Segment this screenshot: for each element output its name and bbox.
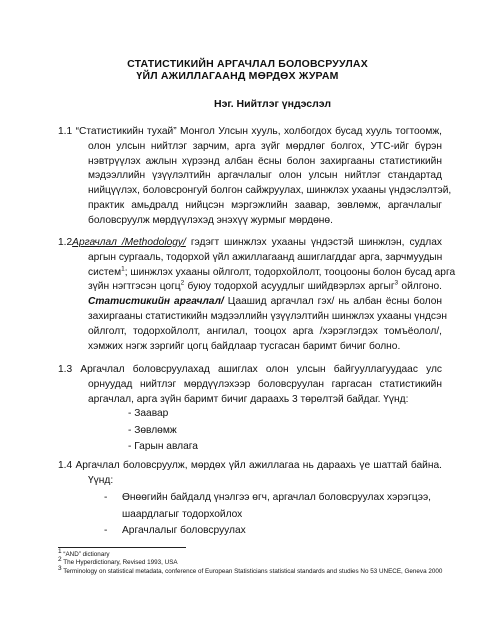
p4-line: 1.4 Аргачлал боловсруулж, мөрдөх үйл ажиллагаа нь дараахь үе шаттай байна. [58, 460, 442, 471]
list-item-text: Аргачлалыг боловсруулах [122, 525, 246, 536]
list-item [104, 490, 444, 507]
section-heading: Нэг. Нийтлэг үндэслэл [214, 98, 332, 110]
document-types-list [128, 406, 198, 456]
footnote-ref-2: 2 [180, 280, 185, 287]
footnote-mark: 2 [58, 556, 62, 564]
p1-line: мэдээллийн үзүүлэлтийн аргачлалыг олон улсын нийтлэг стандартад [88, 170, 442, 182]
list-item: - Заавар [128, 408, 169, 419]
p2-text: ; шинжлэх ухааны ойлголт, тодорхойлолт, тооцооны болон бусад арга [124, 266, 456, 278]
p2-line [58, 295, 442, 310]
p2-text: ойлгоно. [398, 281, 442, 293]
footnote-separator [58, 547, 186, 548]
footnote-text: “AND” dictionary [61, 551, 110, 558]
p2-line: хэмжих нэгж зэргийг цогц байдлаар тусгасан баримт бичиг болно. [88, 340, 401, 352]
document-title-line-1: СТАТИСТИКИЙН АРГАЧЛАЛ БОЛОВСРУУЛАХ [127, 58, 368, 70]
list-item: - Гарын авлага [128, 441, 198, 452]
footnote-2 [58, 556, 448, 567]
p2-text: гэдэгт шинжлэх ухааны үндэстэй шинжлэн, судлах [185, 237, 442, 248]
p2-number: 1.2 [58, 237, 73, 248]
list-item-continuation: шаардлагыг тодорхойлох [122, 508, 243, 520]
list-item-text: Өнөөгийн байдалд үнэлгээ өгч, аргачлал боловсруулах хэрэгцээ, [122, 492, 431, 503]
p2-line: аргын сургааль, тодорхой үйл ажиллагаанд ашиглагддаг арга, зарчмуудын [88, 251, 443, 263]
p1-line: нийцүүлэх, боловсронгуй болгон сайжруулах, шинжлэх ухааны үндэслэлтэй, [88, 185, 452, 197]
footnote-3 [58, 564, 448, 576]
footnotes [58, 547, 448, 576]
stages-list [104, 490, 444, 540]
p2-text: Цаашид аргачлал гэх/ нь албан ёсны болон [223, 296, 443, 308]
footnote-ref-3: 3 [394, 280, 399, 287]
list-dash: - [104, 525, 108, 536]
p2-line [58, 236, 442, 251]
p3-line: аргачлал, арга зүйн баримт бичиг дараахь 3 төрөлтэй байдаг. Үүнд: [88, 393, 409, 405]
list-item [104, 523, 444, 540]
paragraph-1-3 [58, 363, 442, 407]
p4-line: Үүнд: [88, 474, 114, 486]
p2-line: захиргааны статистикийн мэдээллийн үзүүлэлтийн шинжлэх ухааны үндсэн [88, 310, 447, 322]
document-title-line-2: ҮЙЛ АЖИЛЛАГААНД МӨРДӨХ ЖУРАМ [136, 70, 339, 82]
p2-text: буюу тодорхой асуудлыг шийдвэрлэх аргыг [184, 281, 395, 293]
p1-line: нэвтрүүлэх ажлын хүрээнд албан ёсны болон захиргааны статистикийн [88, 155, 442, 167]
p3-line: орнуудад нийтлэг мөрдүүлэхээр боловсруулан гаргасан статистикийн [88, 378, 442, 390]
p3-line: 1.3 Аргачлал боловсруулахад ашиглах олон улсын байгууллагуудаас улс [58, 364, 442, 375]
footnote-ref-1: 1 [121, 265, 125, 273]
footnote-text: The Hyperdictionary, Revised 1993, USA [61, 559, 178, 567]
footnote-mark: 1 [58, 547, 62, 555]
p1-line: практик амьдралд нийцсэн мэргэжлийн заавар, зөвлөмж, аргачлалыг [88, 199, 442, 211]
term-statistical-methodology: Статистикийн аргачлал/ [88, 296, 224, 308]
footnote-text: Terminology on statistical metadata, conference of European Statisticians statistical standards and studies No 53 UNECE, Geneva 2000 [61, 567, 443, 575]
list-item: - Зөвлөмж [128, 424, 177, 436]
p2-text: систем [88, 266, 122, 278]
p2-line: ойлголт, тодорхойлолт, ангилал, тооцох арга /хэрэглэгдэх томъёолол/, [88, 325, 442, 337]
p1-line: боловсруулж мөрдүүлэхэд энэхүү журмыг мөрдөнө. [88, 214, 333, 226]
footnote-mark: 3 [58, 564, 62, 572]
p2-text: зүйн нэгтгэсэн цогц [88, 281, 181, 293]
p2-line [58, 280, 442, 295]
term-methodology: Аргачлал /Methodology/ [72, 237, 186, 248]
list-dash: - [104, 492, 108, 503]
paragraph-1-4 [58, 459, 442, 489]
p1-line: олон улсын нийтлэг зарчим, арга зүйг мөрдлөг болгох, УТС-ийг бүрэн [88, 140, 442, 152]
paragraph-1-2 [58, 236, 456, 354]
paragraph-1-1 [58, 125, 452, 229]
p2-line [58, 265, 456, 281]
p1-line: 1.1 “Статистикийн тухай” Монгол Улсын хууль, холбогдох бусад хууль тогтоомж, [58, 126, 442, 137]
